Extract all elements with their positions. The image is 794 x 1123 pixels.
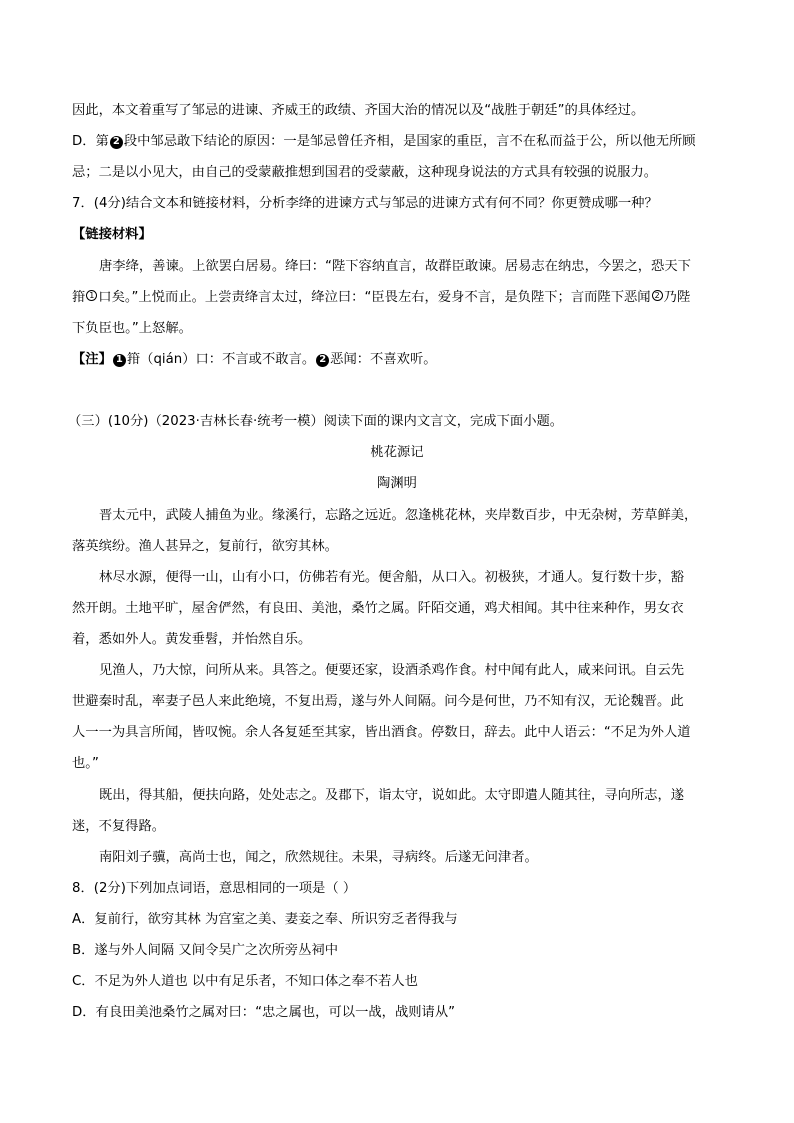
passage-line: 着，悉如外人。黄发垂髫，并怡然自乐。 <box>72 632 312 647</box>
q7-note-text: 恶闻：不喜欢听。 <box>330 352 437 367</box>
q8-option-a: A．复前行，欲穷其林 为宫室之美、妻妾之奉、所识穷乏者得我与 <box>72 912 458 927</box>
q8-option-c: C．不足为外人道也 以中有足乐者，不知口体之奉不若人也 <box>72 974 418 989</box>
q8-option-b: B．遂与外人间隔 又间令吴广之次所旁丛祠中 <box>72 943 338 958</box>
passage-line: 然开朗。土地平旷，屋舍俨然，有良田、美池，桑竹之属。阡陌交通，鸡犬相闻。其中往来种作，男女衣 <box>72 601 684 616</box>
footnote-marker: 1 <box>86 290 97 301</box>
q6-text-line: 因此，本文着重写了邹忌的进谏、齐威王的政绩、齐国大治的情况以及“战胜于朝廷”的具体经过。 <box>72 103 645 118</box>
q6-option-d-text: 段中邹忌敢下结论的原因：一是邹忌曾任齐相，是国家的重臣，言不在私而益于公，所以他无所顾 <box>123 134 696 149</box>
passage-line: 见渔人，乃大惊，问所从来。具答之。便要还家，设酒杀鸡作食。村中闻有此人，咸来问讯。自云先 <box>99 663 685 678</box>
paragraph-number-marker: 2 <box>110 136 123 149</box>
q6-option-d <box>72 132 732 152</box>
passage-line: 晋太元中，武陵人捕鱼为业。缘溪行，忘路之远近。忽逢桃花林，夹岸数百步，中无杂树，芳草鲜美， <box>99 508 698 523</box>
q7-note-label: 【注】 <box>72 352 112 367</box>
passage-author: 陶渊明 <box>377 476 417 491</box>
footnote-marker: 2 <box>652 290 663 301</box>
passage-line: 人一一为具言所闻，皆叹惋。余人各复延至其家，皆出酒食。停数日，辞去。此中人语云：“不足为外人道 <box>72 725 691 740</box>
q7-material-text: 口矣。”上悦而止。上尝责绛言太过，绛泣曰：“臣畏左右，爱身不言，是负陛下；言而陛下恶闻 <box>98 290 651 305</box>
q7-material-line: 唐李绛，善谏。上欲罢白居易。绛曰：“陛下容纳直言，故群臣敢谏。居易志在纳忠，今罢之，恐天下 <box>99 259 691 274</box>
q6-option-d-cont: 忌；二是以小见大，由自己的受蒙蔽推想到国君的受蒙蔽，这种现身说法的方式具有较强的说服力。 <box>72 165 658 180</box>
q7-material-text: 乃陛 <box>663 290 691 305</box>
q7-material-title: 【链接材料】 <box>72 227 152 242</box>
passage-line: 也。” <box>72 756 99 771</box>
q7-material-line: 下负臣也。”上怒解。 <box>72 321 192 336</box>
q7-material-text: 箝 <box>72 290 86 305</box>
note-marker: 1 <box>113 354 126 367</box>
passage-title: 桃花源记 <box>370 445 424 460</box>
passage-line: 既出，得其船，便扶向路，处处志之。及郡下，诣太守，说如此。太守即遣人随其往，寻向所志，遂 <box>99 788 685 803</box>
section3-heading: （三）(10分)（2023·吉林长春·统考一模）阅读下面的课内文言文，完成下面小题。 <box>68 414 564 429</box>
q8-stem: 8．(2分)下列加点词语，意思相同的一项是（ ） <box>72 881 357 896</box>
passage-line: 落英缤纷。渔人甚异之，复前行，欲穷其林。 <box>72 539 338 554</box>
passage-line: 世避秦时乱，率妻子邑人来此绝境，不复出焉，遂与外人间隔。问今是何世，乃不知有汉，无论魏晋。此 <box>72 694 684 709</box>
passage-line: 林尽水源，便得一山，山有小口，仿佛若有光。便舍船，从口入。初极狭，才通人。复行数十步，豁 <box>99 570 685 585</box>
q8-option-d: D．有良田美池桑竹之属对曰：“忠之属也，可以一战，战则请从” <box>72 1005 456 1020</box>
passage-line: 迷，不复得路。 <box>72 819 166 834</box>
passage-line: 南阳刘子骥，高尚士也，闻之，欣然规往。未果，寻病终。后遂无问津者。 <box>99 850 538 865</box>
q7-note <box>72 350 732 370</box>
q6-option-d-prefix: D．第 <box>72 134 109 149</box>
note-marker: 2 <box>316 354 329 367</box>
q7-note-text: 箝（qián）口：不言或不敢言。 <box>126 352 316 367</box>
q7-material-line <box>72 288 732 308</box>
q7-stem: 7．(4分)结合文本和链接材料，分析李绛的进谏方式与邹忌的进谏方式有何不同？你更赞成哪一种？ <box>72 196 658 211</box>
